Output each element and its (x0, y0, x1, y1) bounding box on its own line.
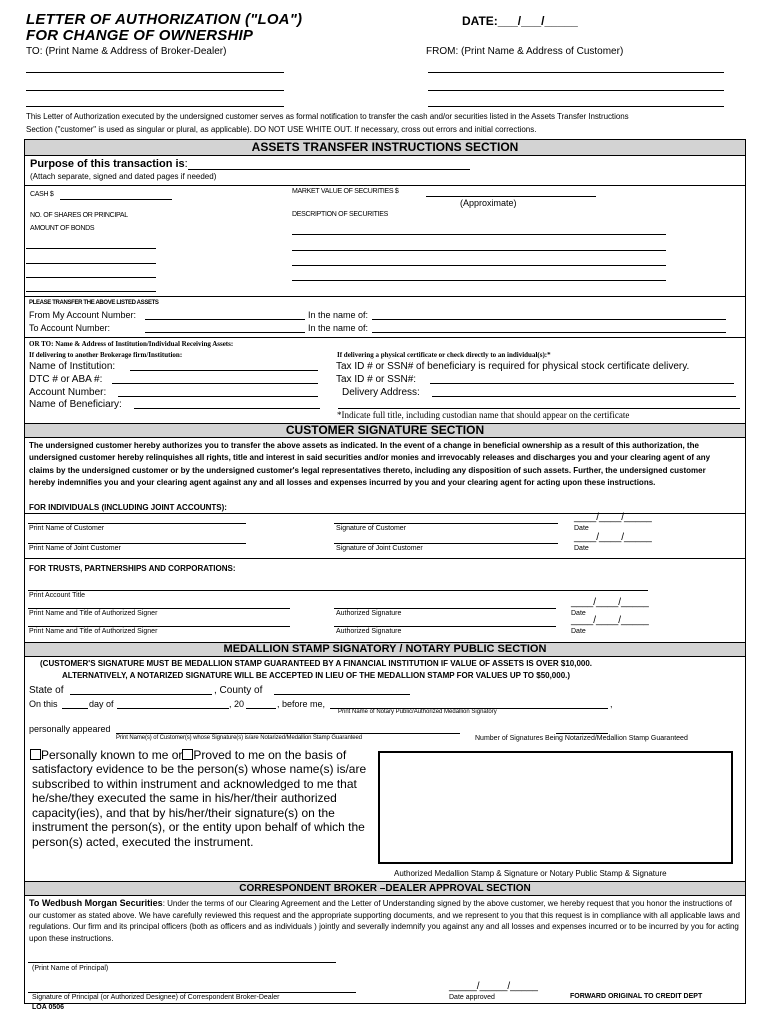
form-subtitle: FOR CHANGE OF OWNERSHIP (26, 27, 254, 44)
joint-date-input[interactable]: ____/____/_____ (574, 532, 652, 543)
medallion-section-heading: MEDALLION STAMP SIGNATORY / NOTARY PUBLIC SECTION (24, 642, 746, 657)
dtc-input[interactable] (112, 383, 318, 384)
tax-id-input[interactable] (430, 383, 734, 384)
divider (24, 296, 746, 297)
authorized-signature-input[interactable] (334, 608, 556, 609)
assets-border-right (745, 156, 746, 424)
principal-name-input[interactable] (28, 962, 336, 963)
correspondent-paragraph (29, 898, 743, 944)
medallion-border-left (24, 657, 25, 882)
signature-customer-input[interactable] (334, 523, 558, 524)
proved-label: Proved to me on the basis of (193, 748, 347, 762)
customer-names-input[interactable] (116, 733, 460, 734)
date-label: Date (574, 525, 589, 532)
signature-customer-label: Signature of Customer (336, 525, 407, 532)
account-number-input[interactable] (118, 396, 318, 397)
delivery-address-input-2[interactable] (338, 408, 740, 409)
tax-id-required-note: Tax ID # or SSN# of beneficiary is required for physical stock certificate delivery. (336, 361, 690, 372)
approximate-note: (Approximate) (460, 198, 517, 208)
assets-section-heading: ASSETS TRANSFER INSTRUCTIONS SECTION (24, 139, 746, 156)
stamp-caption: Authorized Medallion Stamp & Signature or Notary Public Stamp & Signature (394, 869, 667, 878)
print-name-customer-input[interactable] (28, 523, 246, 524)
correspondent-section-heading: CORRESPONDENT BROKER –DEALER APPROVAL SECTION (24, 881, 746, 896)
tax-id-label: Tax ID # or SSN#: (336, 374, 417, 385)
on-this-label: On this (29, 699, 58, 709)
print-name-title-signer-label: Print Name and Title of Authorized Signer (29, 610, 158, 617)
number-signatures-caption: Number of Signatures Being Notarized/Medallion Stamp Guaranteed (475, 735, 688, 742)
or-to-label: OR TO: Name & Address of Institution/Individual Receiving Assets: (29, 340, 234, 348)
purpose-label: Purpose of this transaction is: (30, 158, 188, 170)
date-label: Date (571, 610, 586, 617)
principal-signature-input[interactable] (28, 992, 356, 993)
to-address-line-3[interactable] (26, 106, 284, 107)
intro-line-1: This Letter of Authorization executed by the undersigned customer serves as formal notification to transfer the cash and/or securities listed in the Assets Transfer Instructions (26, 112, 629, 121)
correspondent-text: : Under the terms of our Clearing Agreement and the Letter of Understanding signed by the above customer, we hereby request that you honor the instructions of our customer as stated above. We have carefully reviewed this request and the appropriate supporting documents, and we represent to you that this request is in compliance with all applicable laws and regulations. Our firm and its principal officers (both as officers and as individuals ) jointly and severally indemnify you against any and all losses and expenses incurred or to be incurred by you for acting upon these instructions. (29, 899, 740, 943)
state-input[interactable] (70, 694, 212, 695)
attach-note: (Attach separate, signed and dated pages if needed) (30, 172, 217, 181)
purpose-input[interactable] (188, 169, 470, 170)
delivery-address-label: Delivery Address: (342, 387, 420, 398)
from-address-line-2[interactable] (428, 90, 724, 91)
notary-name-caption: Print Name of Notary Public/Authorized Medallion Signatory (338, 709, 497, 715)
medallion-notice-2: ALTERNATIVELY, A NOTARIZED SIGNATURE WILL BE ACCEPTED IN LIEU OF THE MEDALLION STAMP FOR VALUES UP TO $50,000.) (62, 671, 571, 680)
date-label: Date (574, 545, 589, 552)
authorized-signature-label: Authorized Signature (336, 610, 402, 617)
authorization-paragraph: The undersigned customer hereby authorizes you to transfer the above assets as indicated. In the event of a change in beneficial ownership as a result of this authorization, the undersigned customer hereby relinquishes all rights, title and interest in said securities and/or monies and irrevocably releases and discharges you and your clearing agent of any claims by the undersigned customer or by the undersigned customer's legal representatives thereto, including any disposition of such assets. Further, the undersigned customer hereby indemnifies you and your clearing agent against any and all losses and expenses incurred by you and your clearing agent for acting upon these instructions. (29, 441, 711, 488)
medallion-notice-1: (CUSTOMER'S SIGNATURE MUST BE MEDALLION STAMP GUARANTEED BY A FINANCIAL INSTITUTION IF VALUE OF ASSETS IS OVER $10,000. (40, 659, 593, 668)
delivery-address-input-1[interactable] (432, 396, 736, 397)
description-line-2[interactable] (292, 250, 666, 251)
in-name-of-label: In the name of: (308, 323, 369, 333)
description-line-4[interactable] (292, 280, 666, 281)
market-value-label: MARKET VALUE OF SECURITIES $ (292, 188, 399, 195)
dtc-label: DTC # or ABA #: (29, 374, 103, 385)
personally-known-label: Personally known to me or (41, 748, 183, 762)
name-beneficiary-label: Name of Beneficiary: (29, 399, 122, 410)
month-input[interactable] (117, 708, 229, 709)
to-label: TO: (Print Name & Address of Broker-Dealer) (26, 46, 227, 57)
signer-date-input-2[interactable]: ____/____/_____ (571, 615, 649, 626)
forward-note: FORWARD ORIGINAL TO CREDIT DEPT (570, 993, 703, 1000)
print-name-customer-label: Print Name of Customer (29, 525, 105, 532)
to-name-input[interactable] (372, 332, 726, 333)
cash-input[interactable] (60, 199, 172, 200)
corr-border-left (24, 896, 25, 1004)
signer-name-input[interactable] (28, 608, 290, 609)
signer-date-input[interactable]: ____/____/_____ (571, 597, 649, 608)
sig-border-right (745, 438, 746, 642)
shares-line-3[interactable] (26, 277, 156, 278)
shares-label: NO. OF SHARES OR PRINCIPAL (30, 212, 128, 219)
from-address-line-1[interactable] (428, 72, 724, 73)
description-label: DESCRIPTION OF SECURITIES (292, 211, 388, 218)
intro-line-2: Section ("customer" is used as singular or plural, as applicable). DO NOT USE WHITE OUT. If necessary, cross out errors and initial corrections. (26, 125, 537, 134)
approval-date-input[interactable]: _____/_____/_____ (449, 981, 538, 992)
cash-label: CASH $ (30, 191, 54, 198)
state-of-label: State of (29, 685, 64, 696)
if-brokerage-label: If delivering to another Brokerage firm/Institution: (29, 351, 183, 359)
shares-line-2[interactable] (26, 263, 156, 264)
print-name-principal-label: (Print Name of Principal) (32, 965, 109, 972)
divider (24, 558, 746, 559)
authorized-signature-input-2[interactable] (334, 626, 556, 627)
individuals-label: FOR INDIVIDUALS (INCLUDING JOINT ACCOUNTS): (29, 503, 227, 512)
print-name-joint-label: Print Name of Joint Customer (29, 545, 121, 552)
to-address-line-1[interactable] (26, 72, 284, 73)
proved-checkbox[interactable] (182, 749, 193, 760)
number-signatures-input[interactable] (556, 733, 608, 734)
corr-border-right (745, 896, 746, 1004)
to-address-line-2[interactable] (26, 90, 284, 91)
account-number-label: Account Number: (29, 387, 107, 398)
from-address-line-3[interactable] (428, 106, 724, 107)
signature-joint-label: Signature of Joint Customer (336, 545, 423, 552)
shares-line-4[interactable] (26, 291, 156, 292)
signer-name-input-2[interactable] (28, 626, 290, 627)
county-input[interactable] (274, 694, 410, 695)
in-name-of-label: In the name of: (308, 310, 369, 320)
day-input[interactable] (62, 708, 88, 709)
medallion-border-right (745, 657, 746, 882)
evidence-paragraph: satisfactory evidence to be the person(s) whose name(s) is/are subscribed to within instrument and acknowledged to me that he/she/they executed the same in his/her/their authorized capacity(ies), and that by his/her/their signature(s) on the instrument the person(s), or the entity upon behalf of which the person(s) acted, executed the instrument. (32, 762, 367, 849)
signature-principal-label: Signature of Principal (or Authorized Designee) of Correspondent Broker-Dealer (32, 994, 280, 1001)
print-name-joint-input[interactable] (28, 543, 246, 544)
account-title-input[interactable] (28, 590, 648, 591)
assets-border-left (24, 156, 25, 424)
stamp-box[interactable] (378, 751, 733, 864)
personally-appeared-label: personally appeared (29, 724, 111, 734)
before-me-label: , before me, (277, 699, 326, 709)
from-account-label: From My Account Number: (29, 310, 137, 320)
form-code: LOA 0506 (32, 1004, 65, 1011)
shares-label-2: AMOUNT OF BONDS (30, 225, 95, 232)
from-account-input[interactable] (145, 319, 305, 320)
signature-joint-input[interactable] (334, 543, 558, 544)
trusts-label: FOR TRUSTS, PARTNERSHIPS AND CORPORATIONS: (29, 564, 236, 573)
authorized-signature-label: Authorized Signature (336, 628, 402, 635)
customer-names-caption: Print Name(s) of Customer(s) whose Signature(s) is/are Notarized/Medallion Stamp Guaranteed (116, 735, 363, 741)
day-of-label: day of (89, 699, 114, 709)
to-wedbush-label: To Wedbush Morgan Securities (29, 898, 163, 908)
indicate-note: *Indicate full title, including custodian name that should appear on the certificate (337, 410, 630, 420)
please-transfer-label: PLEASE TRANSFER THE ABOVE LISTED ASSETS (29, 300, 159, 306)
from-name-input[interactable] (372, 319, 726, 320)
year-input[interactable] (246, 708, 276, 709)
customer-date-input[interactable]: ____/____/_____ (574, 512, 652, 523)
market-value-input[interactable] (426, 196, 596, 197)
description-line-1[interactable] (292, 234, 666, 235)
year-prefix: , 20 (229, 699, 245, 709)
if-physical-label: If delivering a physical certificate or check directly to an individual(s):* (337, 351, 551, 359)
county-of-label: , County of (214, 685, 263, 696)
personally-known-checkbox[interactable] (30, 749, 41, 760)
shares-line-1[interactable] (26, 248, 156, 249)
known-proved-row (30, 748, 346, 762)
divider (24, 337, 746, 338)
date-approved-label: Date approved (449, 994, 495, 1001)
divider (24, 185, 746, 186)
print-name-title-signer-label: Print Name and Title of Authorized Signer (29, 628, 158, 635)
from-label: FROM: (Print Name & Address of Customer) (426, 46, 624, 57)
description-line-3[interactable] (292, 265, 666, 266)
comma: , (610, 699, 613, 709)
corr-border-bottom (24, 1003, 746, 1004)
name-institution-label: Name of Institution: (29, 361, 116, 372)
form-title: LETTER OF AUTHORIZATION ("LOA") (26, 11, 303, 28)
name-beneficiary-input[interactable] (134, 408, 320, 409)
print-account-title-label: Print Account Title (29, 592, 86, 599)
customer-signature-heading: CUSTOMER SIGNATURE SECTION (24, 423, 746, 438)
date-field[interactable]: DATE:___/___/_____ (462, 14, 578, 28)
date-label: Date (571, 628, 586, 635)
to-account-input[interactable] (145, 332, 305, 333)
to-account-label: To Account Number: (29, 323, 111, 333)
sig-border-left (24, 438, 25, 642)
name-institution-input[interactable] (130, 370, 318, 371)
